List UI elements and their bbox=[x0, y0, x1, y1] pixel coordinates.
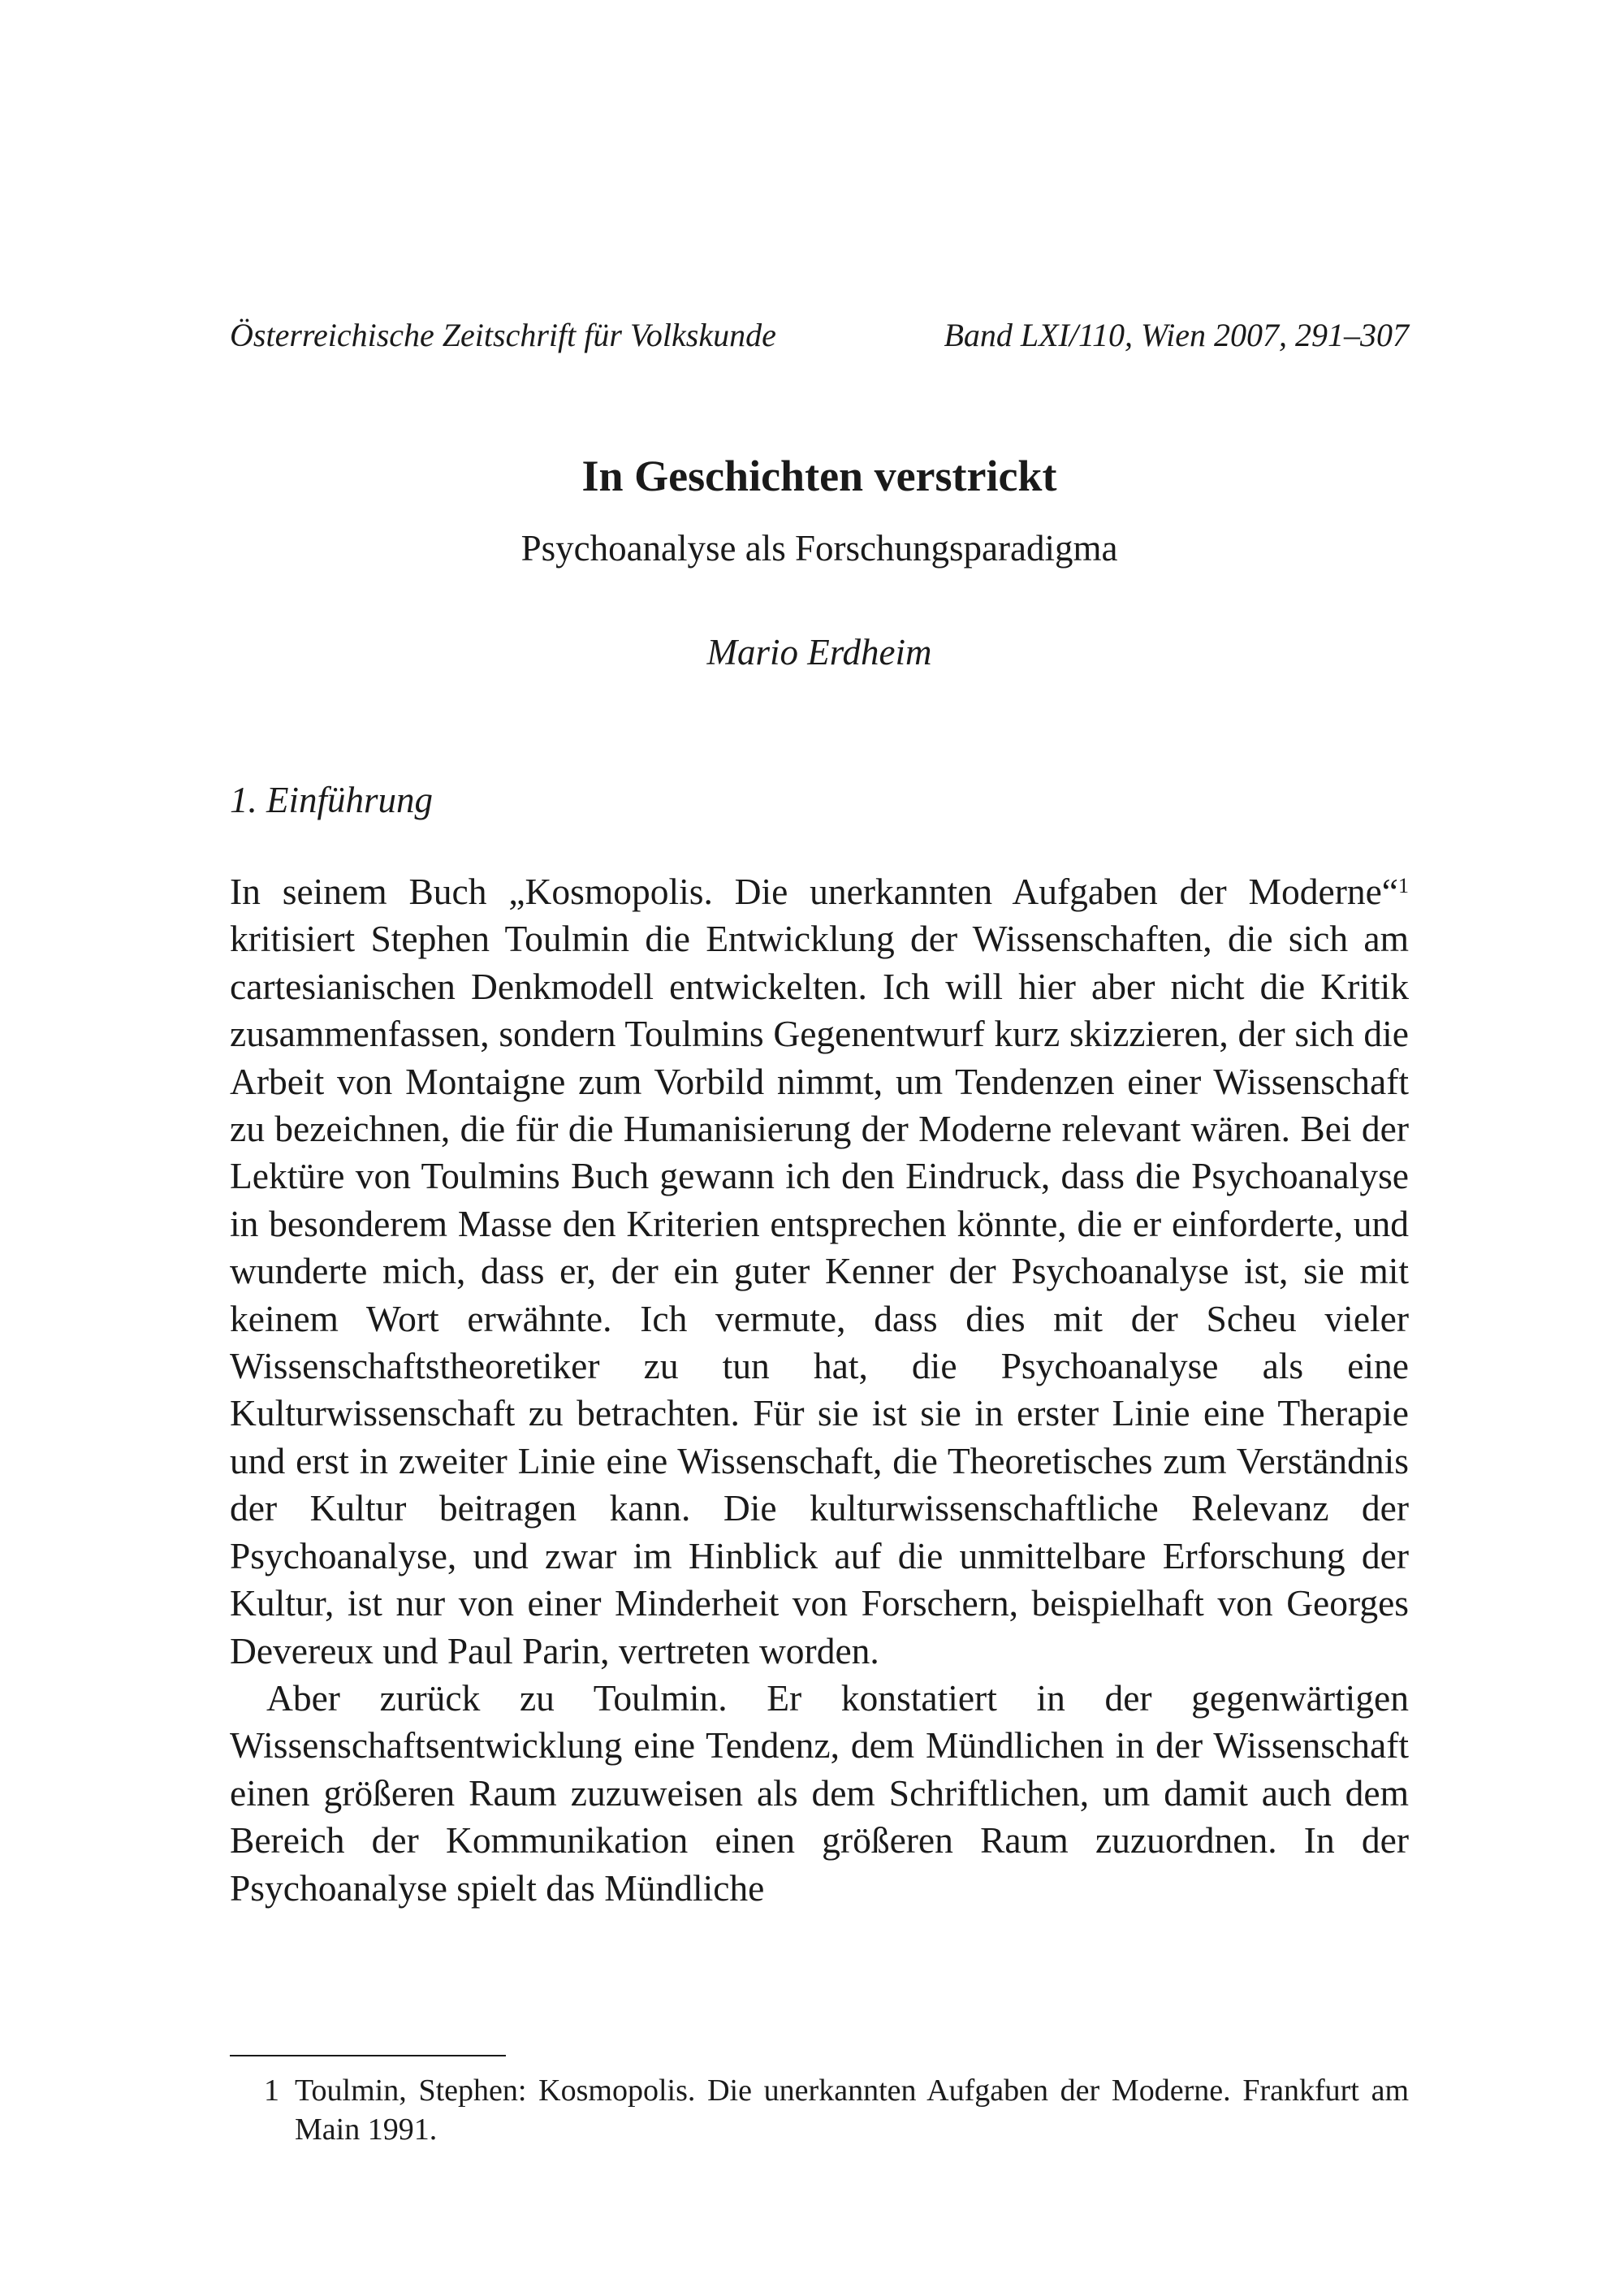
paragraph-1-rest: kritisiert Stephen Toulmin die Entwicklung der Wissenschaften, die sich am cartesianischen Denkmodell entwickelten. Ich will hier aber nicht die Kritik zusammenfassen, sondern Toulmins Gegenentwurf kurz skizzieren, der sich die Arbeit von Montaigne zum Vorbild nimmt, um Tendenzen einer Wissenschaft zu bezeichnen, die für die Humanisierung der Moderne relevant wären. Bei der Lektüre von Toulmins Buch gewann ich den Eindruck, dass die Psychoanalyse in besonderem Masse den Kriterien entsprechen könnte, die er einforderte, und wunderte mich, dass er, der ein guter Kenner der Psychoanalyse ist, sie mit keinem Wort erwähnte. Ich vermute, dass dies mit der Scheu vieler Wissenschaftstheoretiker zu tun hat, die Psychoanalyse als eine Kulturwissenschaft zu betrachten. Für sie ist sie in erster Linie eine Therapie und erst in zweiter Linie eine Wissenschaft, die Theoretisches zum Verständnis der Kultur beitragen kann. Die kulturwissenschaftliche Relevanz der Psychoanalyse, und zwar im Hinblick auf die unmittelbare Erforschung der Kultur, ist nur von einer Minderheit von Forschern, beispielhaft von Georges Devereux und Paul Parin, vertreten worden. bbox=[230, 918, 1409, 1671]
paragraph-1-start: In seinem Buch „Kosmopolis. Die unerkannten Aufgaben der Moderne“ bbox=[230, 871, 1398, 912]
section-heading: 1. Einführung bbox=[230, 780, 434, 820]
article-author: Mario Erdheim bbox=[706, 632, 932, 672]
footnote-number: 1 bbox=[264, 2074, 279, 2108]
footnote-reference: 1 bbox=[1398, 874, 1409, 897]
article-subtitle: Psychoanalyse als Forschungsparadigma bbox=[520, 528, 1118, 569]
footnote-divider bbox=[230, 2055, 506, 2056]
body-text bbox=[230, 868, 1409, 1912]
journal-name: Österreichische Zeitschrift für Volkskunde bbox=[230, 317, 776, 353]
paragraph-1 bbox=[230, 868, 1409, 1675]
paragraph-2: Aber zurück zu Toulmin. Er konstatiert in der gegenwärtigen Wissenschaftsentwicklung eine Tendenz, dem Mündlichen in der Wissenschaft einen größeren Raum zuzuweisen als dem Schriftlichen, um damit auch dem Bereich der Kommunikation einen größeren Raum zuzuordnen. In der Psychoanalyse spielt das Mündliche bbox=[230, 1676, 1409, 1909]
volume-info: Band LXI/110, Wien 2007, 291–307 bbox=[944, 317, 1409, 353]
article-title: In Geschichten verstrickt bbox=[581, 452, 1057, 500]
footnote-text: Toulmin, Stephen: Kosmopolis. Die unerkannten Aufgaben der Moderne. Frankfurt am Main 1991. bbox=[295, 2074, 1409, 2147]
journal-page bbox=[230, 0, 1409, 2292]
